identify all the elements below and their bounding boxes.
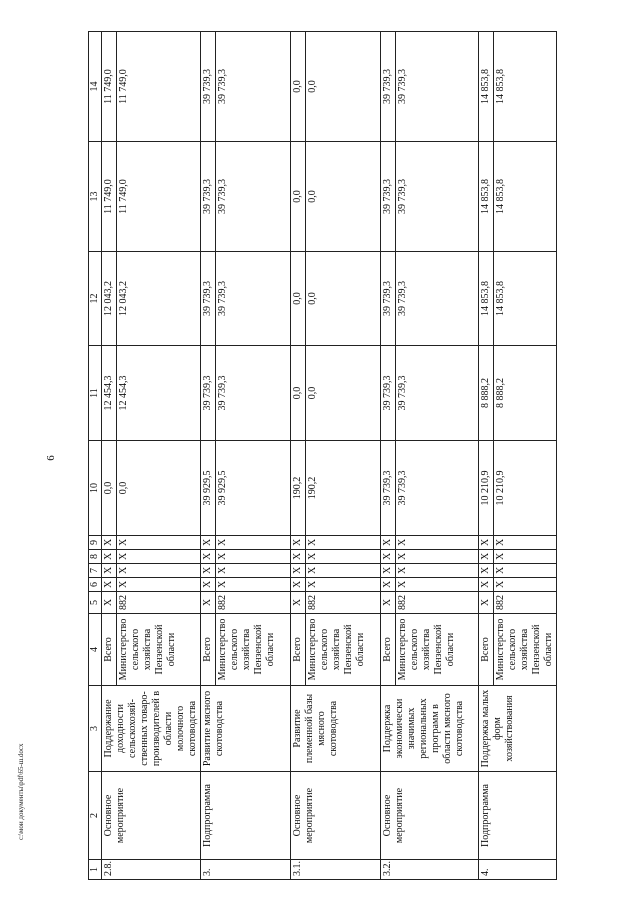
value-cell: Х bbox=[217, 538, 228, 546]
value-cell: 39 739,3 bbox=[397, 470, 408, 506]
ministry-name: Министерство сельского хозяйства Пензенской области bbox=[118, 618, 177, 681]
value-cell: 882 bbox=[307, 595, 318, 610]
row-type: Основное мероприятие bbox=[381, 772, 479, 860]
value-cell: Х bbox=[397, 580, 408, 588]
column-header: 14 bbox=[89, 32, 102, 142]
value-cell: Х bbox=[307, 552, 318, 560]
value-cell: 39 929,5 bbox=[217, 470, 228, 506]
value-cell: 39 739,3 bbox=[217, 281, 228, 316]
value-cell: 0,0 bbox=[291, 346, 306, 440]
value-cell: 10 210,9 bbox=[495, 470, 506, 506]
value-cell: Х bbox=[307, 538, 318, 546]
value-cell: Х bbox=[381, 592, 396, 613]
column-header: 8 bbox=[89, 550, 102, 564]
value-cell: 11 749,0 bbox=[102, 32, 117, 141]
footer-file-path: c:\мои документы\pdf\65-ш.docx bbox=[17, 743, 25, 840]
value-cell: Х bbox=[495, 566, 506, 574]
value-cell: Х bbox=[291, 578, 306, 591]
value-cell: Х bbox=[201, 536, 216, 549]
column-header: 6 bbox=[89, 578, 102, 592]
column-number-row bbox=[89, 32, 102, 880]
value-cell: 39 739,3 bbox=[201, 142, 216, 251]
column-header: 2 bbox=[89, 772, 102, 860]
total-label: Всего bbox=[102, 614, 117, 685]
value-cell: 39 739,3 bbox=[201, 252, 216, 345]
column-header: 9 bbox=[89, 536, 102, 550]
value-cell: Х bbox=[201, 564, 216, 577]
value-cell: Х bbox=[217, 566, 228, 574]
value-cell: Х bbox=[397, 566, 408, 574]
value-cell: 39 739,3 bbox=[381, 441, 396, 535]
value-cell: Х bbox=[381, 578, 396, 591]
row-name: Поддержание доходности сельскохозяй-ственных товаро-производителей в области молочного скотоводства bbox=[102, 686, 201, 772]
column-header: 12 bbox=[89, 252, 102, 346]
value-cell: 39 739,3 bbox=[397, 179, 408, 214]
value-cell: 190,2 bbox=[291, 441, 306, 535]
value-cell: Х bbox=[495, 552, 506, 560]
value-cell: 39 739,3 bbox=[397, 375, 408, 411]
value-cell: Х bbox=[479, 578, 494, 591]
ministry-name: Министерство сельского хозяйства Пензенской области bbox=[495, 618, 554, 681]
value-cell: Х bbox=[397, 538, 408, 546]
total-label: Всего bbox=[201, 614, 216, 685]
page-number: 6 bbox=[45, 455, 57, 461]
value-cell: Х bbox=[201, 550, 216, 563]
value-cell: 39 739,3 bbox=[201, 32, 216, 141]
value-cell: Х bbox=[479, 592, 494, 613]
value-cell: 882 bbox=[397, 595, 408, 610]
value-cell: Х bbox=[102, 578, 117, 591]
value-cell: Х bbox=[397, 552, 408, 560]
value-cell: 0,0 bbox=[291, 252, 306, 345]
value-cell: Х bbox=[102, 564, 117, 577]
column-header: 13 bbox=[89, 142, 102, 252]
value-cell: 12 043,2 bbox=[118, 281, 129, 316]
value-cell: 882 bbox=[118, 595, 129, 610]
value-cell: Х bbox=[201, 578, 216, 591]
value-cell: 14 853,8 bbox=[495, 281, 506, 316]
value-cell: 14 853,8 bbox=[495, 69, 506, 104]
row-type: Основное мероприятие bbox=[291, 772, 381, 860]
value-cell: Х bbox=[291, 564, 306, 577]
value-cell: Х bbox=[102, 550, 117, 563]
value-cell: 14 853,8 bbox=[479, 32, 494, 141]
ministry-name: Министерство сельского хозяйства Пензенской области bbox=[307, 618, 366, 681]
value-cell: 14 853,8 bbox=[479, 252, 494, 345]
value-cell: Х bbox=[479, 550, 494, 563]
value-cell: Х bbox=[118, 580, 129, 588]
value-cell: Х bbox=[381, 536, 396, 549]
total-label: Всего bbox=[291, 614, 306, 685]
table-row bbox=[201, 32, 291, 880]
value-cell: 39 929,5 bbox=[201, 441, 216, 535]
value-cell: Х bbox=[291, 592, 306, 613]
column-header: 4 bbox=[89, 614, 102, 686]
value-cell: 0,0 bbox=[102, 441, 117, 535]
row-name: Развитие племенной базы мясного скотоводства bbox=[291, 686, 381, 772]
value-cell: Х bbox=[381, 564, 396, 577]
value-cell: Х bbox=[102, 536, 117, 549]
column-header: 1 bbox=[89, 860, 102, 880]
value-cell: 39 739,3 bbox=[397, 69, 408, 104]
value-cell: Х bbox=[495, 580, 506, 588]
row-name: Поддержка малых форм хозяйствования bbox=[479, 686, 557, 772]
value-cell: Х bbox=[118, 552, 129, 560]
value-cell: 39 739,3 bbox=[217, 69, 228, 104]
column-header: 7 bbox=[89, 564, 102, 578]
value-cell: 11 749,0 bbox=[118, 69, 129, 104]
value-cell: 10 210,9 bbox=[479, 441, 494, 535]
value-cell: Х bbox=[307, 566, 318, 574]
value-cell: 39 739,3 bbox=[381, 32, 396, 141]
value-cell: 0,0 bbox=[307, 190, 318, 203]
table-row bbox=[102, 32, 201, 880]
table-row bbox=[381, 32, 479, 880]
value-cell: 12 454,3 bbox=[102, 346, 117, 440]
budget-table bbox=[88, 31, 557, 880]
column-header: 5 bbox=[89, 592, 102, 614]
ministry-name: Министерство сельского хозяйства Пензенской области bbox=[397, 618, 456, 681]
budget-table-sheet bbox=[88, 32, 554, 880]
value-cell: Х bbox=[381, 550, 396, 563]
value-cell: 11 749,0 bbox=[118, 179, 129, 214]
value-cell: Х bbox=[201, 592, 216, 613]
column-header: 3 bbox=[89, 686, 102, 772]
value-cell: Х bbox=[479, 564, 494, 577]
value-cell: 190,2 bbox=[307, 476, 318, 500]
ministry-name: Министерство сельского хозяйства Пензенской области bbox=[217, 618, 276, 681]
value-cell: Х bbox=[118, 538, 129, 546]
row-type: Подпрограмма bbox=[479, 772, 557, 860]
value-cell: 39 739,3 bbox=[381, 346, 396, 440]
value-cell: Х bbox=[291, 536, 306, 549]
row-number: 3.2. bbox=[381, 860, 479, 880]
value-cell: 39 739,3 bbox=[201, 346, 216, 440]
row-name: Поддержка экономически значимых региональных программ в области мясного скотоводства bbox=[381, 686, 479, 772]
value-cell: 39 739,3 bbox=[381, 142, 396, 251]
value-cell: Х bbox=[217, 580, 228, 588]
value-cell: Х bbox=[291, 550, 306, 563]
value-cell: 12 043,2 bbox=[102, 252, 117, 345]
value-cell: 11 749,0 bbox=[102, 142, 117, 251]
column-header: 10 bbox=[89, 441, 102, 536]
row-number: 2.8. bbox=[102, 860, 201, 880]
value-cell: Х bbox=[495, 538, 506, 546]
value-cell: 8 888,2 bbox=[495, 378, 506, 408]
value-cell: 39 739,3 bbox=[217, 179, 228, 214]
value-cell: Х bbox=[102, 592, 117, 613]
value-cell: Х bbox=[307, 580, 318, 588]
row-number: 3. bbox=[201, 860, 291, 880]
value-cell: 0,0 bbox=[307, 292, 318, 305]
value-cell: 0,0 bbox=[291, 32, 306, 141]
value-cell: 39 739,3 bbox=[217, 375, 228, 411]
row-name: Развитие мясного скотоводства bbox=[201, 686, 291, 772]
value-cell: 0,0 bbox=[291, 142, 306, 251]
value-cell: 8 888,2 bbox=[479, 346, 494, 440]
value-cell: 39 739,3 bbox=[397, 281, 408, 316]
value-cell: 882 bbox=[495, 595, 506, 610]
column-header: 11 bbox=[89, 346, 102, 441]
value-cell: 14 853,8 bbox=[479, 142, 494, 251]
row-number: 3.1. bbox=[291, 860, 381, 880]
value-cell: 39 739,3 bbox=[381, 252, 396, 345]
value-cell: Х bbox=[479, 536, 494, 549]
row-type: Подпрограмма bbox=[201, 772, 291, 860]
value-cell: Х bbox=[118, 566, 129, 574]
value-cell: Х bbox=[217, 552, 228, 560]
value-cell: 12 454,3 bbox=[118, 375, 129, 411]
value-cell: 0,0 bbox=[307, 80, 318, 93]
table-row bbox=[479, 32, 557, 880]
total-label: Всего bbox=[381, 614, 396, 685]
value-cell: 882 bbox=[217, 595, 228, 610]
row-type: Основное мероприятие bbox=[102, 772, 201, 860]
value-cell: 14 853,8 bbox=[495, 179, 506, 214]
value-cell: 0,0 bbox=[118, 481, 129, 495]
table-row bbox=[291, 32, 381, 880]
total-label: Всего bbox=[479, 614, 494, 685]
row-number: 4. bbox=[479, 860, 557, 880]
value-cell: 0,0 bbox=[307, 386, 318, 400]
